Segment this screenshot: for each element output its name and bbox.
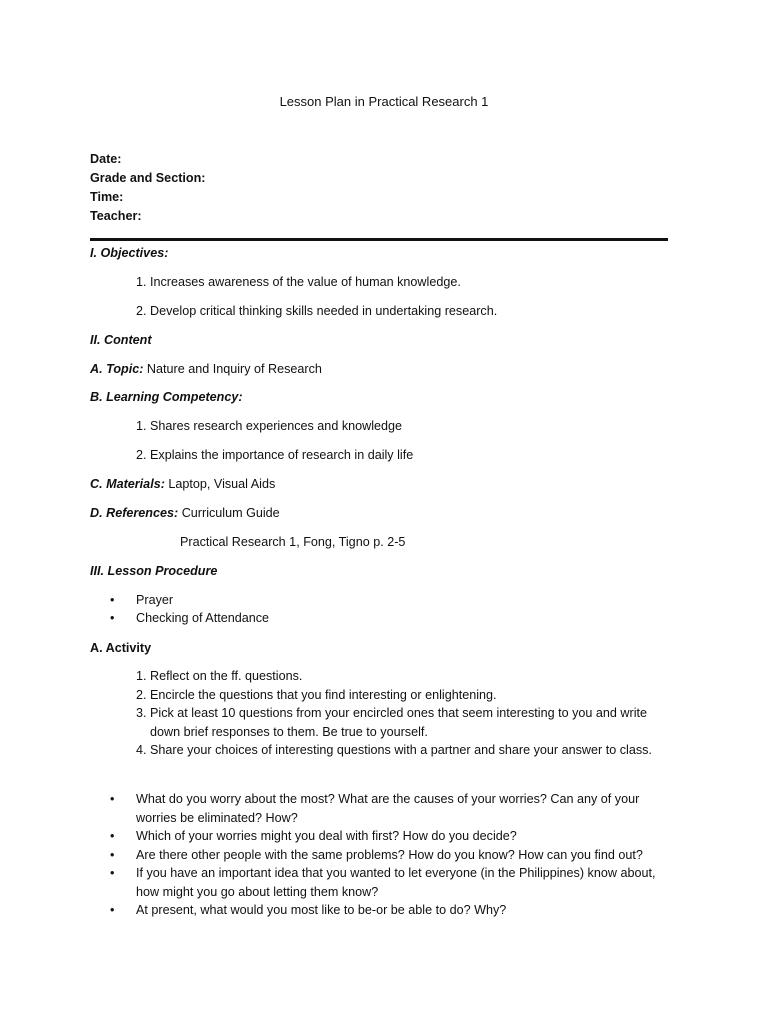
- references-value: Curriculum Guide: [181, 506, 280, 520]
- activity-step: [136, 704, 676, 741]
- activity-heading: A. Activity: [90, 641, 152, 655]
- objective-item-1: 1. Increases awareness of the value of human knowledge.: [136, 275, 461, 289]
- step-number: 3.: [136, 706, 147, 720]
- question-text: What do you worry about the most? What are the causes of your worries? Can any of your worries be eliminated? How?: [136, 792, 640, 825]
- topic-label: A. Topic:: [90, 362, 144, 376]
- activity-step: [136, 667, 676, 686]
- time-label: Time:: [90, 190, 124, 204]
- page-title: Lesson Plan in Practical Research 1: [279, 94, 489, 109]
- step-text: Reflect on the ff. questions.: [150, 669, 303, 683]
- content-heading: II. Content: [90, 333, 152, 347]
- question-text: Which of your worries might you deal with first? How do you decide?: [136, 829, 517, 843]
- procedure-item-label: Prayer: [136, 593, 174, 607]
- question-item: [110, 827, 670, 846]
- activity-step: [136, 686, 676, 705]
- teacher-label: Teacher:: [90, 209, 142, 223]
- header-divider: [90, 238, 668, 241]
- step-text: Pick at least 10 questions from your encircled ones that seem interesting to you and write down brief responses to them. Be true to yourself.: [150, 706, 648, 739]
- references-line: [90, 504, 280, 522]
- activity-steps: [136, 667, 676, 760]
- bullet-icon: •: [110, 829, 115, 843]
- procedure-item-attendance: [110, 609, 269, 627]
- question-text: If you have an important idea that you wanted to let everyone (in the Philippines) know about, how might you go about letting them know?: [136, 866, 656, 899]
- question-item: [110, 901, 670, 920]
- question-item: [110, 790, 670, 827]
- question-item: [110, 864, 670, 901]
- bullet-icon: •: [110, 847, 115, 862]
- references-extra: Practical Research 1, Fong, Tigno p. 2-5: [180, 535, 406, 549]
- materials-value: Laptop, Visual Aids: [168, 477, 276, 491]
- procedure-item-prayer: [110, 591, 173, 609]
- competency-item-1: 1. Shares research experiences and knowledge: [136, 419, 403, 433]
- activity-step: [136, 741, 676, 760]
- topic-line: [90, 360, 322, 378]
- step-number: 2.: [136, 687, 147, 702]
- step-number: 4.: [136, 743, 147, 757]
- bullet-icon: •: [110, 792, 115, 806]
- topic-value: Nature and Inquiry of Research: [146, 362, 322, 376]
- question-list: [110, 790, 670, 920]
- bullet-icon: •: [110, 903, 115, 917]
- step-text: Share your choices of interesting questions with a partner and share your answer to class.: [150, 743, 652, 757]
- procedure-item-label: Checking of Attendance: [136, 611, 270, 625]
- objectives-heading: I. Objectives:: [90, 246, 169, 260]
- competency-item-2: 2. Explains the importance of research in daily life: [136, 448, 414, 462]
- step-number: 1.: [136, 669, 147, 683]
- step-text: Encircle the questions that you find interesting or enlightening.: [150, 687, 497, 702]
- question-item: [110, 846, 670, 865]
- bullet-icon: •: [110, 866, 115, 880]
- procedure-heading: III. Lesson Procedure: [90, 564, 218, 578]
- question-text: At present, what would you most like to be-or be able to do? Why?: [136, 903, 507, 917]
- bullet-icon: •: [110, 611, 115, 625]
- materials-line: [90, 475, 275, 493]
- competency-heading: B. Learning Competency:: [90, 390, 243, 404]
- materials-label: C. Materials:: [90, 477, 165, 491]
- question-text: Are there other people with the same problems? How do you know? How can you find out?: [136, 847, 643, 862]
- objective-item-2: 2. Develop critical thinking skills needed in undertaking research.: [136, 304, 498, 318]
- bullet-icon: •: [110, 593, 115, 607]
- grade-section-label: Grade and Section:: [90, 171, 206, 185]
- references-label: D. References:: [90, 506, 179, 520]
- date-label: Date:: [90, 152, 122, 166]
